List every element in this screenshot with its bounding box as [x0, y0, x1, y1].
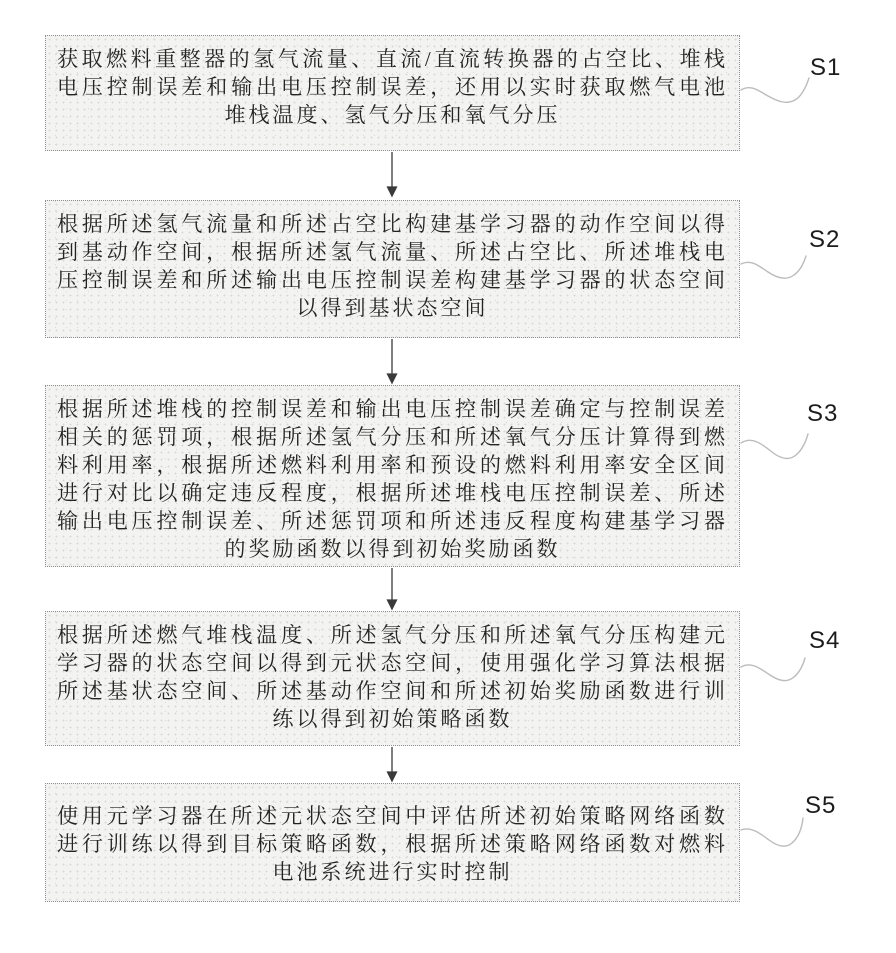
leader-line-s1	[741, 78, 809, 102]
step-text-s1: 获取燃料重整器的氢气流量、直流/直流转换器的占空比、堆栈电压控制误差和输出电压控制误差，还用以实时获取燃气电池堆栈温度、氢气分压和氧气分压	[57, 47, 728, 127]
step-text-s2: 根据所述氢气流量和所述占空比构建基学习器的动作空间以得到基动作空间，根据所述氢气流量、所述占空比、所述堆栈电压控制误差和所述输出电压控制误差构建基学习器的状态空间以得到基状态空间	[57, 212, 728, 320]
arrow-head-4-5	[388, 772, 397, 781]
arrow-head-3-4	[388, 600, 397, 609]
step-label-s4: S4	[809, 627, 841, 654]
leader-line-s3	[741, 434, 808, 459]
leader-line-s2	[741, 256, 806, 278]
step-label-s3: S3	[807, 400, 839, 427]
step-box-s4	[45, 611, 740, 746]
step-text-s5: 使用元学习器在所述元状态空间中评估所述初始策略网络函数进行训练以得到目标策略函数，根据所述策略网络函数对燃料电池系统进行实时控制	[57, 804, 728, 884]
arrow-head-1-2	[388, 187, 397, 196]
step-label-s1: S1	[810, 54, 842, 81]
step-text-s3: 根据所述堆栈的控制误差和输出电压控制误差确定与控制误差相关的惩罚项，根据所述氢气分压和所述氧气分压计算得到燃料利用率，根据所述燃料利用率和预设的燃料利用率安全区间进行对比以确定违反程度，根据所述堆栈电压控制误差、所述输出电压控制误差、所述惩罚项和所述违反程度构建基学习器的奖励函数以得到初始奖励函数	[57, 397, 728, 561]
step-box-s1	[45, 35, 740, 151]
step-text-s4: 根据所述燃气堆栈温度、所述氢气分压和所述氧气分压构建元学习器的状态空间以得到元状态空间，使用强化学习算法根据所述基状态空间、所述基动作空间和所述初始奖励函数进行训练以得到初始策略函数	[57, 623, 728, 731]
step-label-s2: S2	[809, 226, 841, 253]
step-box-s5	[45, 783, 740, 902]
leader-line-s5	[741, 818, 803, 846]
step-box-s2	[45, 200, 740, 338]
step-label-s5: S5	[805, 792, 837, 819]
step-box-s3	[45, 385, 740, 567]
arrow-head-2-3	[388, 374, 397, 383]
leader-line-s4	[741, 658, 805, 681]
